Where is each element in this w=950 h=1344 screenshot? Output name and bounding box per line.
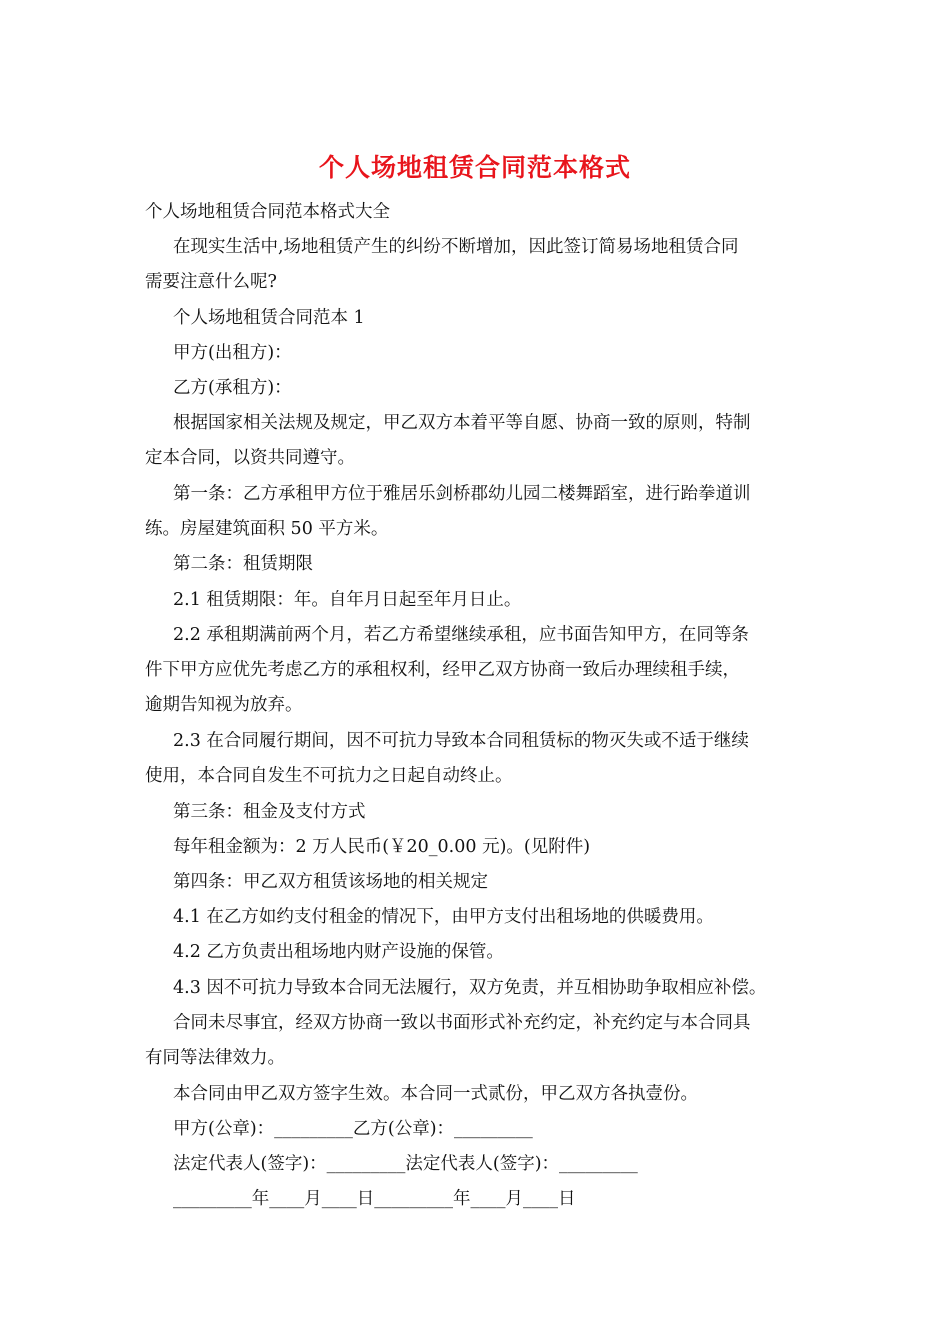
- section-heading: 个人场地租赁合同范本 1: [173, 308, 365, 328]
- clause-line: 4.3 因不可抗力导致本合同无法履行，双方免责，并互相协助争取相应补偿。: [173, 978, 767, 998]
- paragraph-line: 有同等法律效力。: [145, 1048, 285, 1068]
- paragraph-line: 使用，本合同自发生不可抗力之日起自动终止。: [145, 766, 513, 786]
- document-title: 个人场地租赁合同范本格式: [318, 153, 631, 182]
- clause-line: 2.3 在合同履行期间，因不可抗力导致本合同租赁标的物灭失或不适于继续: [173, 731, 749, 751]
- seal-line: 甲方(公章)：_________乙方(公章)：_________: [173, 1119, 533, 1139]
- paragraph-line: 根据国家相关法规及规定，甲乙双方本着平等自愿、协商一致的原则，特制: [173, 413, 751, 433]
- clause-line: 4.2 乙方负责出租场地内财产设施的保管。: [173, 942, 504, 962]
- paragraph-line: 练。房屋建筑面积 50 平方米。: [145, 519, 389, 539]
- party-a-line: 甲方(出租方)：: [173, 343, 292, 363]
- article-3-heading: 第三条：租金及支付方式: [173, 802, 366, 822]
- paragraph-line: 需要注意什么呢?: [145, 272, 277, 292]
- paragraph-line: 定本合同，以资共同遵守。: [145, 448, 355, 468]
- clause-line: 2.2 承租期满前两个月，若乙方希望继续承租，应书面告知甲方，在同等条: [173, 625, 749, 645]
- party-b-line: 乙方(承租方)：: [173, 378, 292, 398]
- paragraph-line: 本合同由甲乙双方签字生效。本合同一式贰份，甲乙双方各执壹份。: [173, 1084, 698, 1104]
- article-2-heading: 第二条：租赁期限: [173, 554, 313, 574]
- article-1-line: 第一条：乙方承租甲方位于雅居乐剑桥郡幼儿园二楼舞蹈室，进行跆拳道训: [173, 484, 751, 504]
- article-4-heading: 第四条：甲乙双方租赁该场地的相关规定: [173, 872, 488, 892]
- signature-line: 法定代表人(签字)：_________法定代表人(签字)：_________: [173, 1154, 638, 1174]
- subtitle-line: 个人场地租赁合同范本格式大全: [145, 202, 390, 222]
- clause-line: 4.1 在乙方如约支付租金的情况下，由甲方支付出租场地的供暖费用。: [173, 907, 714, 927]
- rent-line: 每年租金额为：2 万人民币(￥20_0.00 元)。(见附件): [173, 837, 591, 857]
- date-line: _________年____月____日_________年____月____日: [173, 1189, 576, 1209]
- paragraph-line: 合同未尽事宜，经双方协商一致以书面形式补充约定，补充约定与本合同具: [173, 1013, 751, 1033]
- paragraph-line: 在现实生活中,场地租赁产生的纠纷不断增加，因此签订简易场地租赁合同: [173, 237, 739, 257]
- paragraph-line: 件下甲方应优先考虑乙方的承租权利，经甲乙双方协商一致后办理续租手续，: [145, 660, 740, 680]
- paragraph-line: 逾期告知视为放弃。: [145, 695, 303, 715]
- clause-line: 2.1 租赁期限：年。自年月日起至年月日止。: [173, 590, 522, 610]
